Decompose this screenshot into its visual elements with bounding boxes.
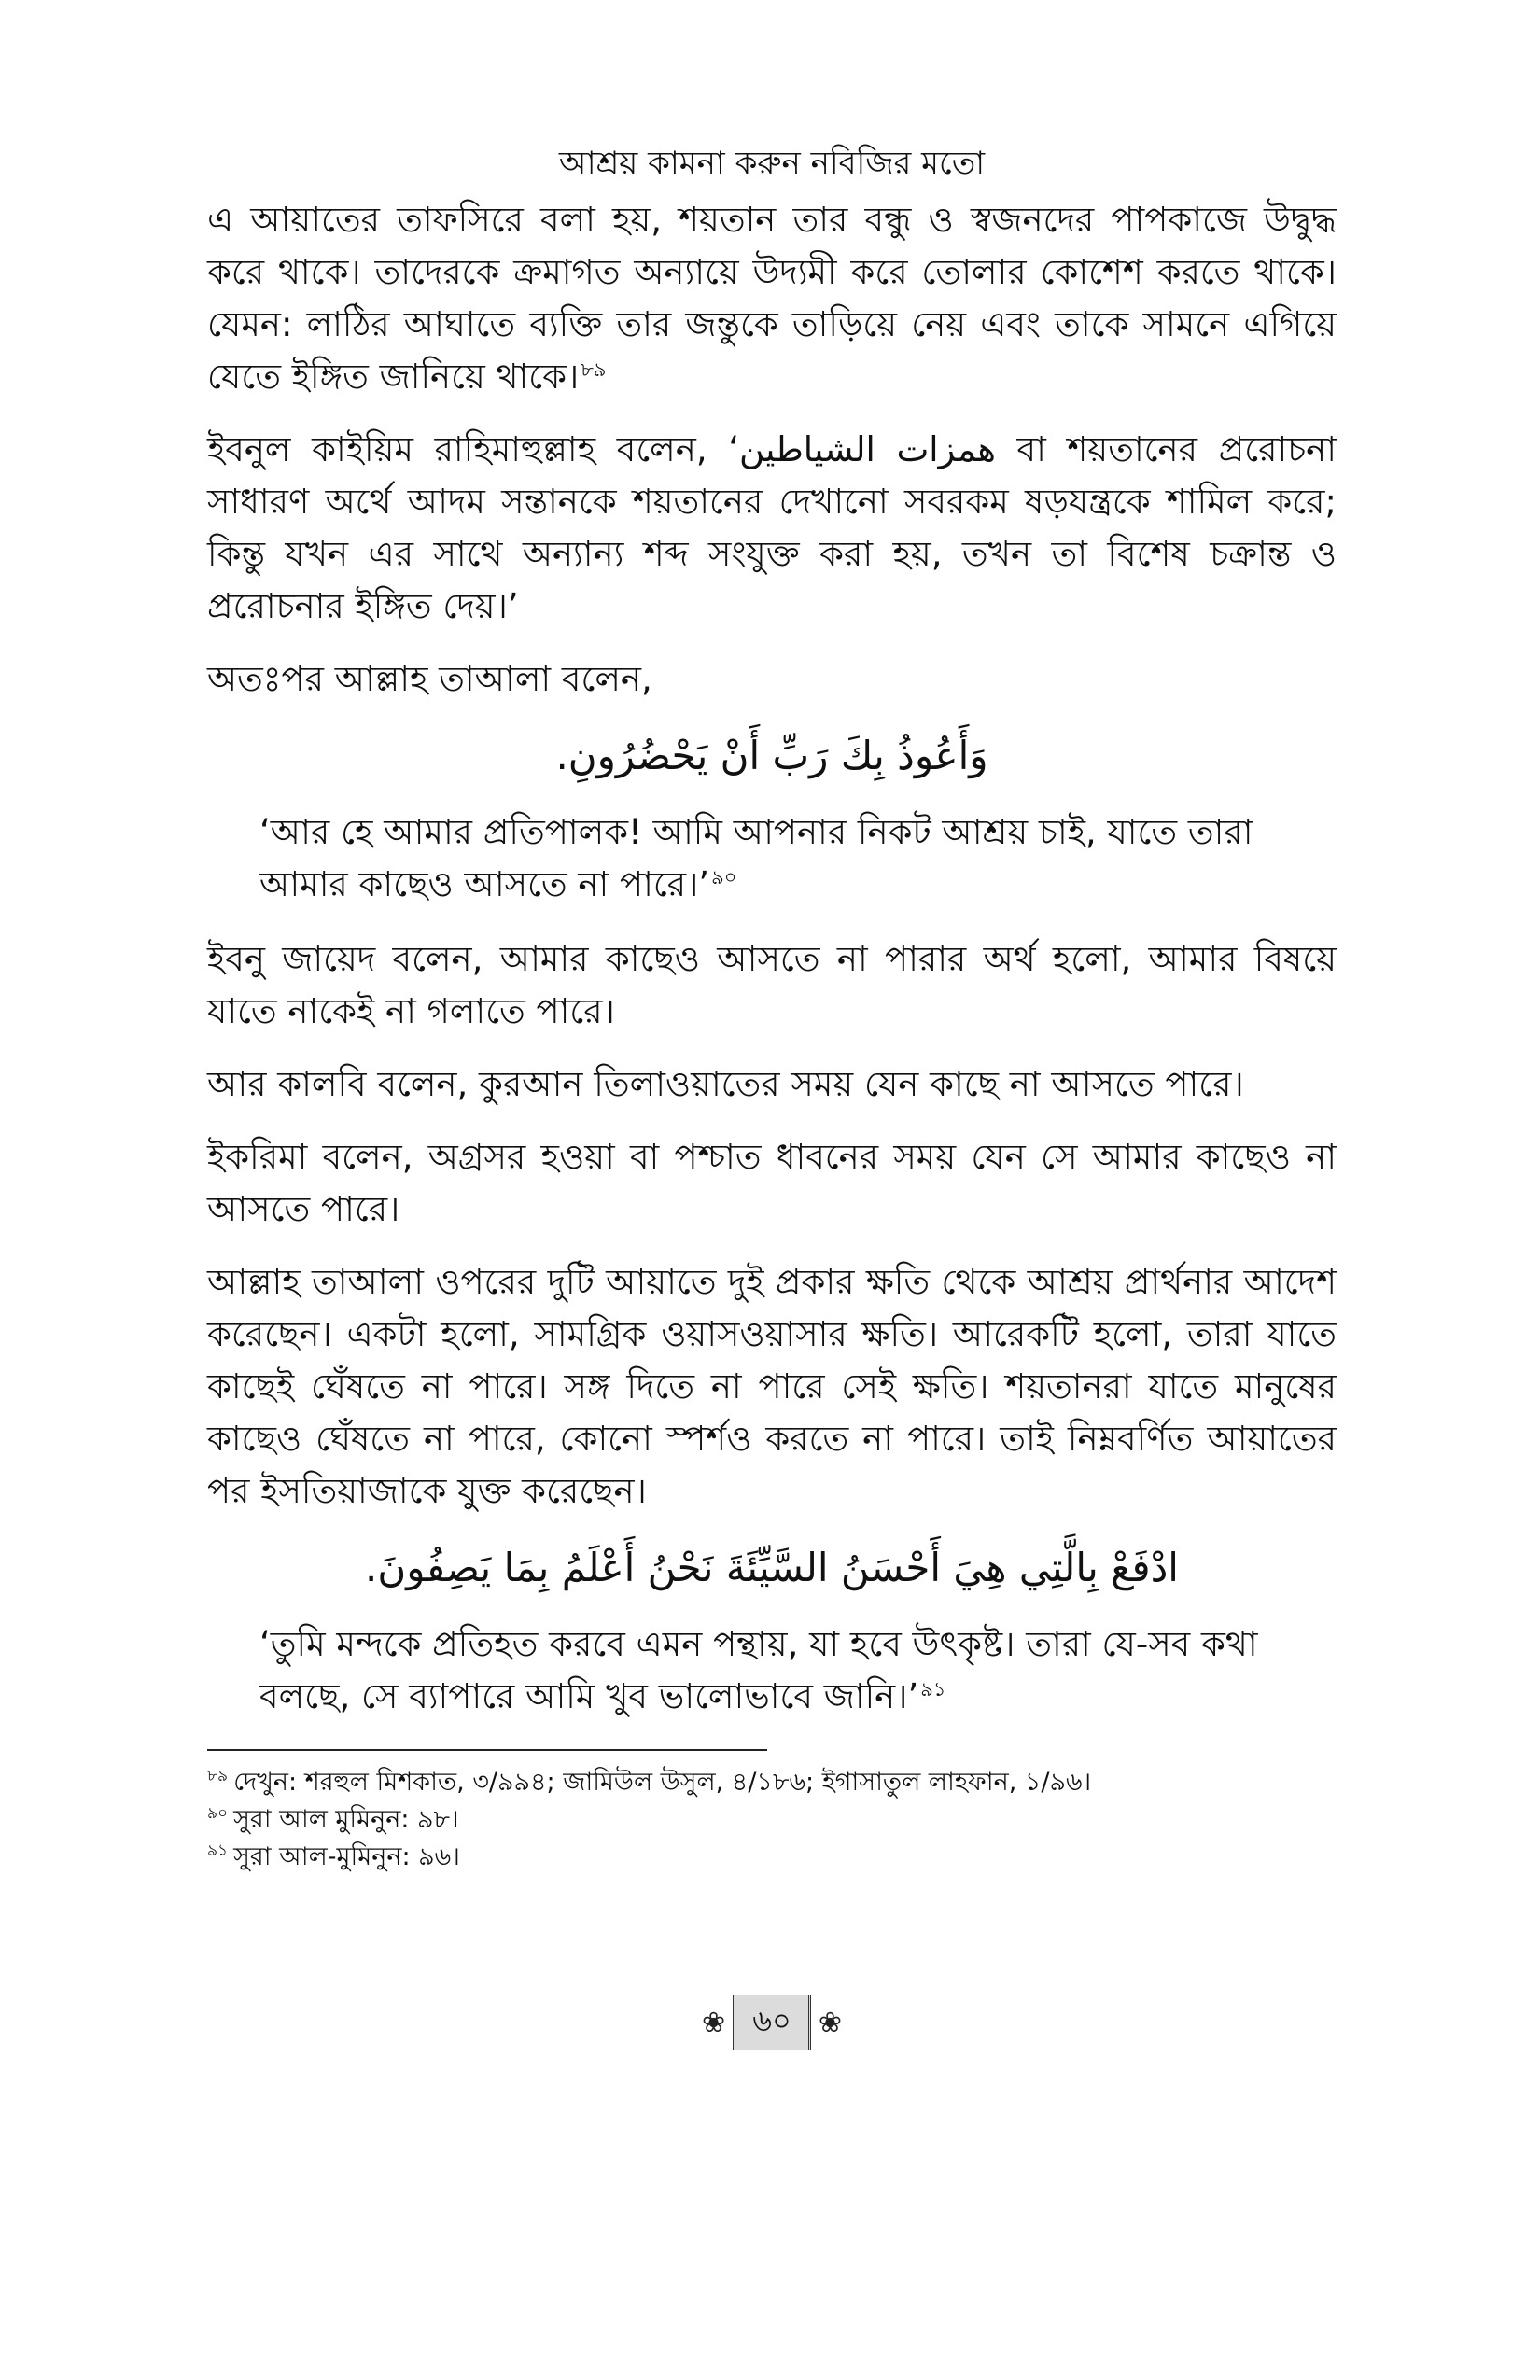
left-ornament-icon: ❀	[702, 2006, 726, 2039]
quote-1-text: ‘আর হে আমার প্রতিপালক! আমি আপনার নিকট আশ্রয় চাই, যাতে তারা আমার কাছেও আসতে না পারে।’	[259, 812, 1253, 904]
quote-1	[259, 806, 1277, 911]
footnote-ref-90: ৯০	[711, 865, 737, 889]
arabic-verse-2: ادْفَعْ بِالَّتِي هِيَ أَحْسَنُ السَّيِّئَةَ نَحْنُ أَعْلَمُ بِمَا يَصِفُونَ.	[365, 1545, 1179, 1590]
paragraph-7: আল্লাহ তাআলা ওপরের দুটি আয়াতে দুই প্রকার ক্ষতি থেকে আশ্রয় প্রার্থনার আদেশ করেছেন। একটা হলো, সামগ্রিক ওয়াসওয়াসার ক্ষতি। আরেকটি হলো, তারা যাতে কাছেই ঘেঁষতে না পারে। সঙ্গ দিতে না পারে সেই ক্ষতি। শয়তানরা যাতে মানুষের কাছেও ঘেঁষতে না পারে, কোনো স্পর্শও করতে না পারে। তাই নিম্নবর্ণিত আয়াতের পর ইসতিয়াজাকে যুক্ত করেছেন।	[207, 1262, 1337, 1511]
quote-2-text: ‘তুমি মন্দকে প্রতিহত করবে এমন পন্থায়, যা হবে উৎকৃষ্ট। তারা যে-সব কথা বলছে, সে ব্যাপারে আমি খুব ভালোভাবে জানি।’	[259, 1624, 1258, 1716]
paragraph-5: আর কালবি বলেন, কুরআন তিলাওয়াতের সময় যেন কাছে না আসতে পারে।	[207, 1064, 1244, 1104]
right-ornament-icon: ❀	[818, 2006, 842, 2039]
running-head: আশ্রয় কামনা করুন নবিজির মতো	[558, 145, 986, 182]
paragraph-1-text: এ আয়াতের তাফসিরে বলা হয়, শয়তান তার বন্ধু ও স্বজনদের পাপকাজে উদ্বুদ্ধ করে থাকে। তাদেরকে ক্রমাগত অন্যায়ে উদ্যমী করে তোলার কোশেশ করতে থাকে। যেমন: লাঠির আঘাতে ব্যক্তি তার জন্তুকে তাড়িয়ে নেয় এবং তাকে সামনে এগিয়ে যেতে ইঙ্গিত জানিয়ে থাকে।	[207, 200, 1337, 397]
footnote-number: ৯০	[207, 1804, 229, 1823]
footnote-text: দেখুন: শরহুল মিশকাত, ৩/৯৯৪; জামিউল উসুল, ৪/১৮৬; ইগাসাতুল লাহফান, ১/৯৬।	[233, 1768, 1092, 1797]
footnote-89	[207, 1764, 1337, 1801]
paragraph-3: অতঃপর আল্লাহ তাআলা বলেন,	[207, 659, 652, 699]
footnote-divider	[207, 1749, 767, 1751]
page-number: ৬০	[733, 1995, 811, 2050]
paragraph-2: ইবনুল কাইয়িম রাহিমাহুল্লাহ বলেন, ‘همزات الشياطين বা শয়তানের প্ররোচনা সাধারণ অর্থে আদম সন্তানকে শয়তানের দেখানো সবরকম ষড়যন্ত্রকে শামিল করে; কিন্তু যখন এর সাথে অন্যান্য শব্দ সংযুক্ত করা হয়, তখন তা বিশেষ চক্রান্ত ও প্ররোচনার ইঙ্গিত দেয়।’	[207, 429, 1337, 626]
footnote-text: সুরা আল মুমিনুন: ৯৮।	[233, 1805, 459, 1834]
book-page	[207, 140, 1337, 2039]
quote-2	[259, 1618, 1277, 1723]
footnote-ref-91: ৯১	[920, 1677, 946, 1701]
footnote-91	[207, 1839, 1337, 1876]
footnote-90	[207, 1801, 1337, 1839]
footnote-number: ৮৯	[207, 1767, 229, 1785]
arabic-verse-1: وَأَعُوذُ بِكَ رَبِّ أَنْ يَحْضُرُونِ.	[555, 733, 988, 778]
paragraph-1	[207, 194, 1337, 403]
paragraph-4: ইবনু জায়েদ বলেন, আমার কাছেও আসতে না পারার অর্থ হলো, আমার বিষয়ে যাতে নাকেই না গলাতে পারে।	[207, 939, 1337, 1031]
footnote-ref-89: ৮৯	[581, 357, 607, 381]
paragraph-6: ইকরিমা বলেন, অগ্রসর হওয়া বা পশ্চাত ধাবনের সময় যেন সে আমার কাছেও না আসতে পারে।	[207, 1137, 1337, 1229]
footnote-number: ৯১	[207, 1841, 229, 1860]
page-number-block	[207, 1995, 1337, 2050]
footnote-text: সুরা আল-মুমিনুন: ৯৬।	[233, 1842, 460, 1871]
